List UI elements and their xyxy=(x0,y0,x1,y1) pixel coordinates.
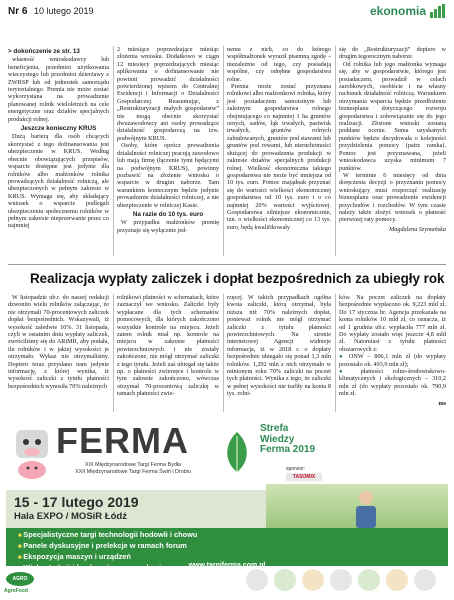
article2-column-1 xyxy=(8,294,109,390)
partner-logo xyxy=(302,569,324,591)
column-divider xyxy=(113,46,114,256)
end-mark: ms xyxy=(438,399,446,407)
strefa-wiedzy-block xyxy=(260,424,328,464)
article1-text: własność wnioskodawcy lub beneficjenta, przedmiot użytkowania wieczystego lub przedmiot dzierżawy z ZWRSP lub od jednostek samorządu terytorialnego. Premia nie może zostać wykorzystana na prowadzenie planowanej rolnik wieloletnich na cele energetyczne oraz działów specjalnych produkcji rolnej. xyxy=(8,56,109,123)
article1-subheading-2: Na razie do 10 tys. euro xyxy=(132,210,204,218)
article2-text: W listopadzie ub.r. do naszej redakcji dzwonito wielu rolników załączając, że nie otrzymali 70-procentowych zaliczek dopłat bezpośrednich. Wskazywali, iż wysokość zaledwie 10%. 31 listopada, czyli w ostatnim dniu wypłaty zaliczek, zwróciliśmy się do ARiMR, aby podała, ilu rolników i w jakiej wysokości je otrzymało. Wykaz nie otrzymaliśmy. Dopiero teraz przysłano nam jedynie informację, z której wynika, iż wysokość zaliczki z tytułu płatności bezpośrednich wynosiła 70% należnych xyxy=(8,294,109,390)
bullet-text: ONW – 806,1 mln zł (do wypłaty pozostało ok. 493,9 mln zł); xyxy=(339,353,446,368)
issue-info xyxy=(8,6,94,17)
column-divider xyxy=(335,294,336,412)
article2-column-2 xyxy=(117,294,219,398)
bullet-text: płatności rolno-środowiskowo-klimatycznych i ekologicznych – 310,2 mln zł (do wypłaty pozostało ok. 790,9 mln zł. xyxy=(339,368,446,398)
event-dates: 15 - 17 lutego 2019 xyxy=(14,494,139,510)
continued-note: > dokończenie ze str. 13 xyxy=(8,48,80,55)
column-divider xyxy=(223,294,224,412)
partner-logo xyxy=(358,569,380,591)
partner-logos xyxy=(6,566,448,596)
page-header xyxy=(0,0,454,22)
ferma-brand: FERMA xyxy=(56,420,189,461)
agrofood-logo: AGRO xyxy=(6,572,34,586)
bullet-item: ● płatności rolno-środowiskowo-klimatycznych i ekologicznych – 310,2 mln zł (do wypłaty pozostało ok. 790,9 mln zł. xyxy=(339,368,446,398)
column-divider xyxy=(113,294,114,412)
article1-column-4 xyxy=(339,46,446,233)
feature-item: ■ Ekspozycja maszyn i urządzeń xyxy=(18,552,197,563)
strefa-line: Ferma 2019 xyxy=(260,444,316,455)
article1-text: Od rolnika lub jego małżonka wymaga się, aby w gospodarstwie, którego jest posiadaczem, prowadził w celach zarobkowych, osobiście i na własny rachunek działalność rolniczą. Warunkiem otrzymania wsparcia będzie przedłożenie biznesplanu dotyczącego rozwoju gospodarstwa i zobowiązanie się do jego realizacji. Złożone wnioski zostaną poddane ocenie. Suma uzyskanych punktów będzie decydowała o kolejności przydzielenia pomocy (patrz ramka). Pomoc jest przyznawana, jeżeli wnioskodawca uzyska minimum 7 punktów. xyxy=(339,60,446,172)
article2-column-3 xyxy=(227,294,331,398)
bullet-item: ● ONW – 806,1 mln zł (do wypłaty pozostało ok. 493,9 mln zł); xyxy=(339,353,446,368)
article2-text: rolnikowi płatności w schematach, które zaznaczył we wniosku. Zaliczki były wypłacane dla tych schematów pomocowych, dla których zakończono wszystkie kontrole na miejscu. Jeżeli zatem rolnik miał np. kontrole na miejscu w zakresie płatności powierzchniowych i nie zostały zakończone, nie mógł otrzymać zaliczki z tego tytułu. Jeżeli zaś ubiegał się także np. o płatności zwierzęce i kontrole w tym zakresie zakończono, wówczas otrzymał 70-procentową zaliczkę w ramach płatności zwie- xyxy=(117,294,219,398)
section-title: ekonomia xyxy=(369,4,426,18)
bar-chart-icon xyxy=(430,4,446,18)
partner-logo xyxy=(386,569,408,591)
partner-logo xyxy=(414,569,436,591)
article1-subheading: Jeszcze konieczny KRUS xyxy=(20,125,97,133)
strefa-line: Strefa xyxy=(260,423,289,434)
article2-text: rzęcej. W takich przypadkach ogólna kwota zaliczki, którą otrzymał, była niższa niż 70% należnych dopłat, ponieważ rolnik nie mógł otrzymać zaliczki z tytułu płatności powierzchniowych. Na stronie internetowej Agencji widnieje informacja, iż w 2018 r. o dopłaty bezpośrednie ubiegało się ponad 1,3 mln rolników. 1,292 mln z nich otrzymało w minionym roku 70% zaliczki na poczet tych płatności. Wynika z tego, że zaliczki w pełnej wysokości nie trafiły na konta 8 tys. rolni- xyxy=(227,294,331,398)
article1-text: W przypadku małżonków premię przyznaje się wyłącznie jed- xyxy=(117,219,219,234)
feature-item: ■ Panele dyskusyjne i prelekcje w ramach forum xyxy=(18,541,197,552)
article2-column-4 xyxy=(339,294,446,407)
article1-text: Dużą barierą dla osób chcących skorzystać z tego dofinansowania jest ubezpieczenie w KRUS. Według obecnie obowiązujących przepisów, wsparcie dostępne jest jedynie dla rolników albo małżonków rolnika prowadzących działalność rolniczą, ale ubezpieczonych w pełnym zakresie w KRUS. Wymaga się, aby składający wniosek o wsparcie podlegali ubezpieczeniu społecznemu rolników w pełnym zakresie nieprzerwanie przez co najmniej xyxy=(8,133,109,230)
article2-text: ków. Na poczet zaliczek na dopłaty bezpośrednie wypłacono ok. 9,223 mld zł. Do 17 stycznia br. Agencja przekazała na konta rolników 10 mld zł, co oznacza, iż od 1 grudnia ub.r. wypłaciła 777 mln zł. Do wypłaty zostało więc jeszcze 4,8 mld zł. Natomiast z tytułu płatności obszarowych z: xyxy=(339,294,446,353)
article1-text: Osoby, które oprócz prowadzenia działalności rolniczej pracują zawodowo lub mają firmę (łączenie tymi będącymi na podwójnym KRUS), powinny pozbawić na złożenie wniosku o wsparcie w drugim naborze. Tam warunkiem koniecznym będzie jedynie prowadzenie działalności rolniczej, a nie ubezpieczenie w rolniczej Kasie. xyxy=(117,142,219,209)
sponsor-label: sponsor: xyxy=(286,466,306,472)
ferma-subtitle xyxy=(68,462,198,476)
strefa-line: Wiedzy xyxy=(260,433,295,445)
article1-text: W terminie 6 miesięcy od dnia doręczenia decyzji o przyznaniu pomocy wnioskujący musi rozpocząć realizację biznesplanu oraz prowadzenie ewidencji przychodów i rozchodów. W tym czasie należy także złożyć wniosek o płatność pierwszej raty pomocy. xyxy=(339,171,446,224)
article1-column-2 xyxy=(117,46,219,234)
agrofood-label: AgroFood xyxy=(4,588,28,594)
author-signature: Magdalena Szymańska xyxy=(389,225,446,233)
farmer-illustration xyxy=(336,488,396,528)
feature-item: ■ Specjalistyczne targi technologii hodowli i chowu xyxy=(18,530,197,541)
article1-text: Premia może zostać przyznana rolnikowi albo małżonkowi rolnika, który jest posiadaczem samoistnym lub zależnym gospodarstwa rolnego obejmującego co najmniej 1 ha gruntów ornych, sadów, łąk trwałych, pastwisk trwałych, gruntów rolnych zabudowanych, gruntów pod stawami lub gruntów pod rowami, lub nieruchomości służącej do prowadzenia produkcji w zakresie działów specjalnych produkcji rolnej. Wielkość ekonomiczna takiego gospodarstwa nie może być mniejsza od 10 tys. euro. Pomoc majądnak przyznać się do wartości wielkości ekonomicznej gospodarstwa od 10 tys. euro i o co najmniej 20% wartości wyjściowej. Gospodarstwa silniejsze ekonomicznie, tzn. o wielkości ekonomicznej co 13 tys. euro, będą kwalifikowały xyxy=(227,83,331,231)
subtitle-line: XIX Międzynarodowe Targi Ferma Bydła xyxy=(84,462,182,468)
sponsor-logo: TASOMIX xyxy=(286,473,322,481)
article1-text: się do „Restrukturyzacji” dopiero w drugim tegorocznym naborze. xyxy=(339,46,446,61)
partner-logo xyxy=(246,569,268,591)
article1-text: nemu z nich, co do którego współmałżonek wyraził pisemną zgodę – niezależnie od tego, czy posiadają wspólne, czy odrębne gospodarstwa rolne. xyxy=(227,46,331,83)
issue-date: 10 lutego 2019 xyxy=(33,6,94,16)
article2-headline: Realizacja wypłaty zaliczek i dopłat bezpośrednich za ubiegły rok xyxy=(30,271,445,286)
issue-number: Nr 6 xyxy=(8,6,28,17)
partner-logo xyxy=(330,569,352,591)
section-divider xyxy=(8,264,446,265)
article1-column-3 xyxy=(227,46,331,231)
column-divider xyxy=(335,46,336,256)
partner-logo xyxy=(274,569,296,591)
event-venue: Hala EXPO / MOSiR Łódź xyxy=(14,511,127,522)
cow-pig-icon xyxy=(10,424,54,482)
subtitle-line: XXII Międzynarodowe Targi Ferma Świń i Drobiu xyxy=(75,469,191,475)
article1-text: 2 miesiące poprzedzające miesiąc złożenia wniosku. Dodatkowo w ciągu 12 miesięcy poprzedzających miesiąc aplikowania o dofinansowanie nie powinni prowadzić działalności potwierdzonej wpisem do Centralnej Ewidencji i Informacji o Działalności Gospodarczej. Reasumując, z „Restrukturyzacji małych gospodarstw” nie mogą obecnie skorzystać dwuzawodowcy ani osoby prowadzące działalność gospodarczą na tzw. podwójnym KRUS. xyxy=(117,46,219,142)
column-divider xyxy=(223,46,224,256)
article1-column-1 xyxy=(8,46,109,230)
leaf-icon xyxy=(220,428,254,476)
